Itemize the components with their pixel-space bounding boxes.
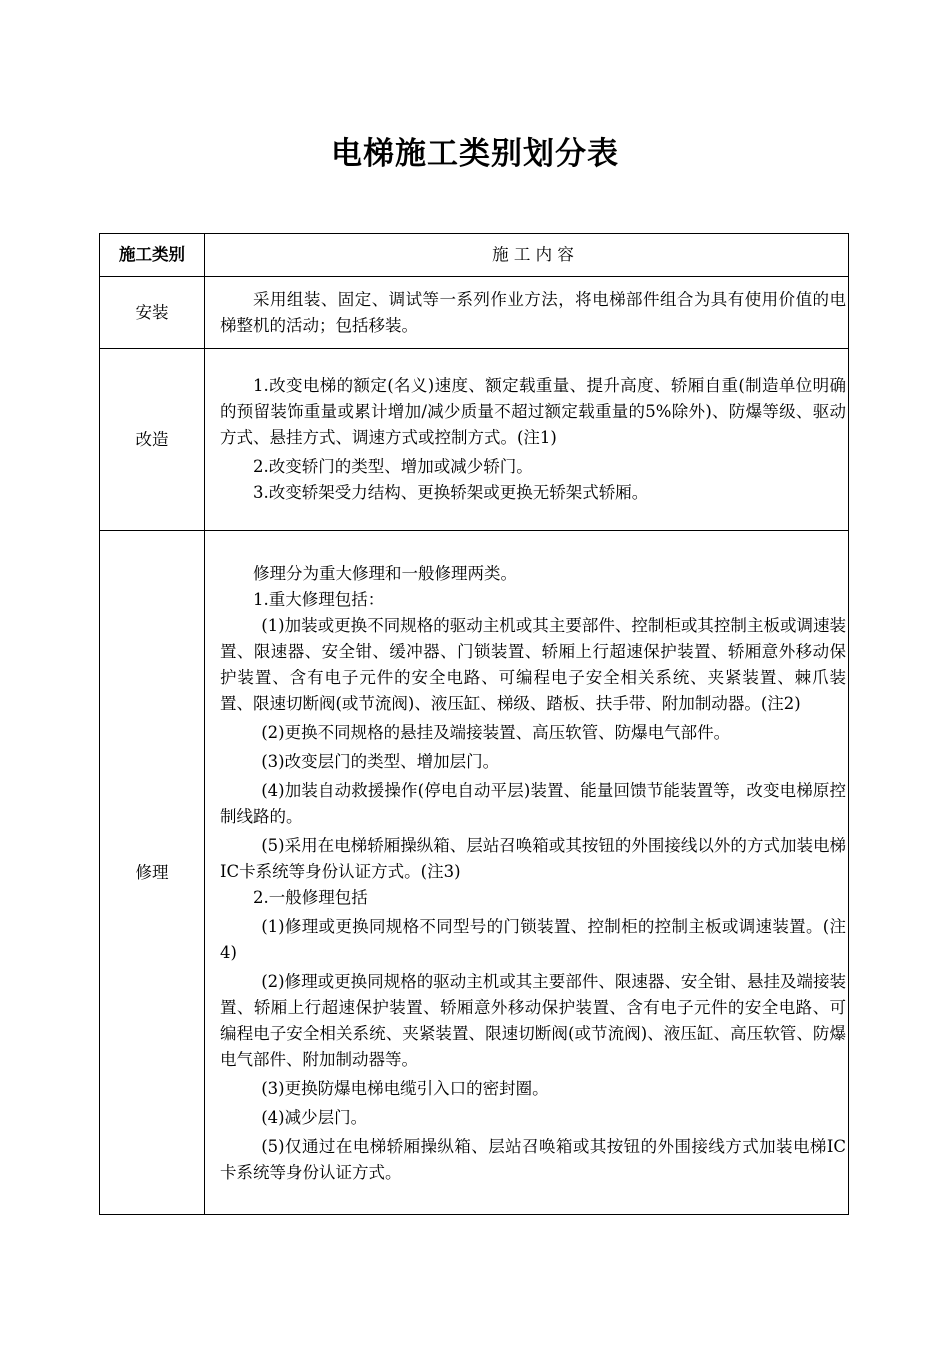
paragraph: (2)更换不同规格的悬挂及端接装置、高压软管、防爆电气部件。	[261, 723, 731, 742]
table-row-install	[100, 277, 849, 349]
header-category: 施工类别	[100, 234, 205, 277]
table-row-modify	[100, 349, 849, 531]
paragraph: (5)采用在电梯轿厢操纵箱、层站召唤箱或其按钮的外围接线以外的方式加装电梯IC卡系统等身份认证方式。(注3)	[220, 836, 846, 881]
construction-category-table	[99, 233, 849, 1215]
row-category: 安装	[100, 277, 205, 349]
paragraph: 采用组装、固定、调试等一系列作业方法，将电梯部件组合为具有使用价值的电梯整机的活动；包括移装。	[220, 289, 846, 335]
paragraph: (4)加装自动救援操作(停电自动平层)装置、能量回馈节能装置等，改变电梯原控制线路的。	[220, 781, 846, 826]
paragraph: 修理分为重大修理和一般修理两类。	[253, 564, 517, 583]
paragraph: 1.改变电梯的额定(名义)速度、额定载重量、提升高度、轿厢自重(制造单位明确的预留装饰重量或累计增加/减少质量不超过额定载重量的5%除外)、防爆等级、驱动方式、悬挂方式、调速方式或控制方式。(注1)	[220, 376, 846, 447]
paragraph: 2.一般修理包括	[253, 888, 368, 907]
page-title: 电梯施工类别划分表	[331, 136, 619, 172]
row-content	[205, 277, 849, 349]
paragraph: (3)更换防爆电梯电缆引入口的密封圈。	[261, 1079, 549, 1098]
paragraph: (2)修理或更换同规格的驱动主机或其主要部件、限速器、安全钳、悬挂及端接装置、轿厢上行超速保护装置、轿厢意外移动保护装置、含有电子元件的安全电路、可编程电子安全相关系统、夹紧装置、限速切断阀(或节流阀)、液压缸、高压软管、防爆电气部件、附加制动器等。	[220, 972, 846, 1069]
row-content	[205, 531, 849, 1215]
paragraph: 3.改变轿架受力结构、更换轿架或更换无轿架式轿厢。	[253, 483, 649, 502]
paragraph: 2.改变轿门的类型、增加或减少轿门。	[253, 457, 533, 476]
paragraph: (3)改变层门的类型、增加层门。	[261, 752, 500, 771]
paragraph: (1)修理或更换同规格不同型号的门锁装置、控制柜的控制主板或调速装置。(注4)	[220, 917, 846, 962]
table-row-repair	[100, 531, 849, 1215]
header-content: 施 工 内 容	[205, 234, 849, 277]
table-header-row	[100, 234, 849, 277]
paragraph: (4)减少层门。	[261, 1108, 368, 1127]
paragraph: (5)仅通过在电梯轿厢操纵箱、层站召唤箱或其按钮的外围接线方式加装电梯IC卡系统等身份认证方式。	[220, 1137, 846, 1182]
row-content	[205, 349, 849, 531]
paragraph: (1)加装或更换不同规格的驱动主机或其主要部件、控制柜或其控制主板或调速装置、限速器、安全钳、缓冲器、门锁装置、轿厢上行超速保护装置、轿厢意外移动保护装置、含有电子元件的安全电路、可编程电子安全相关系统、夹紧装置、棘爪装置、限速切断阀(或节流阀)、液压缸、梯级、踏板、扶手带、附加制动器。(注2)	[220, 616, 846, 713]
row-category: 改造	[100, 349, 205, 531]
paragraph: 1.重大修理包括：	[253, 590, 385, 609]
row-category: 修理	[100, 531, 205, 1215]
